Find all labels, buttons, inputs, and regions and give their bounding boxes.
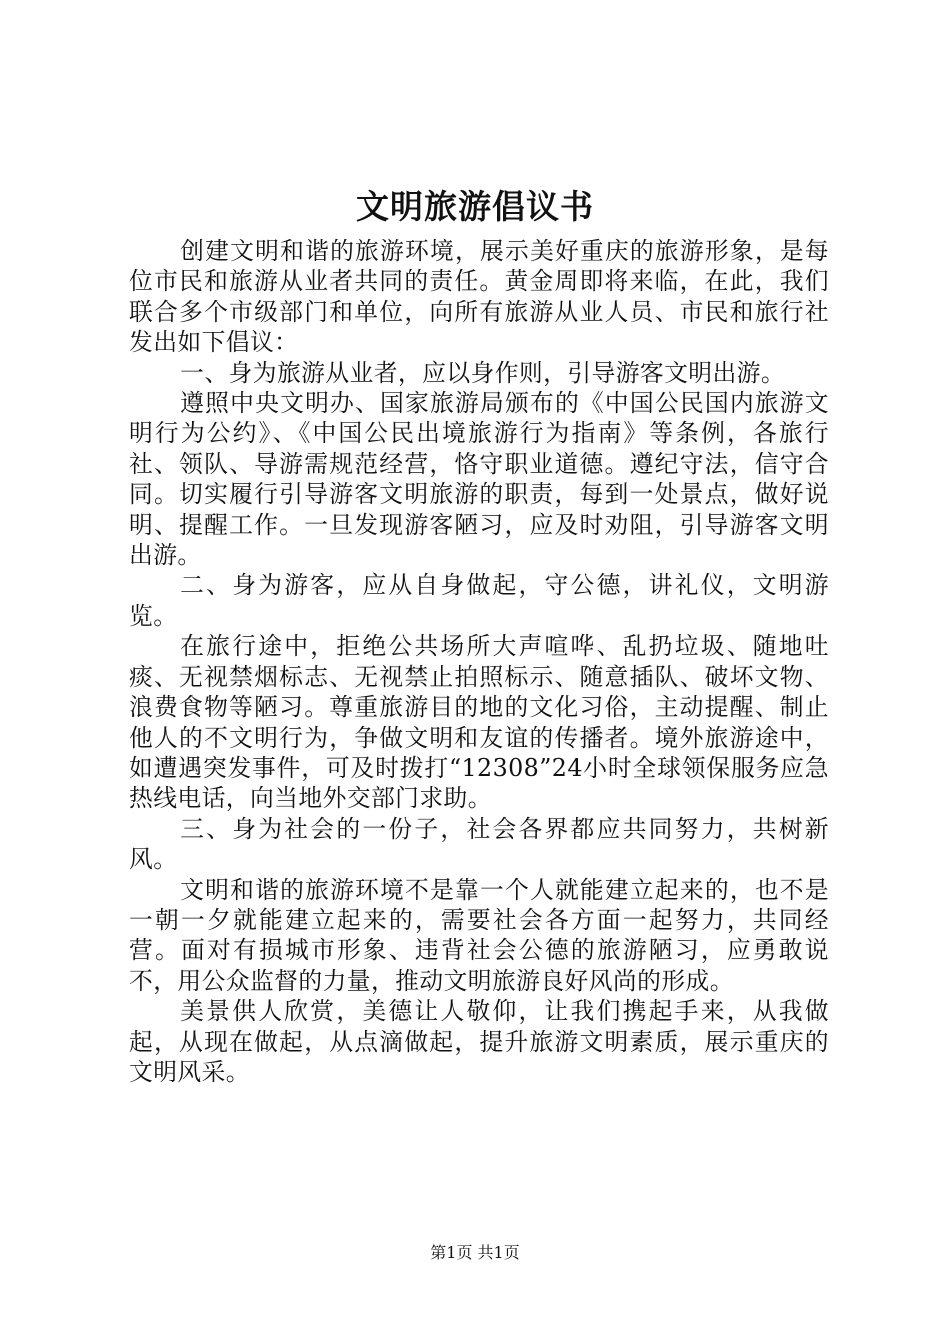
paragraph-heading-1: 一、身为旅游从业者，应以身作则，引导游客文明出游。 (180, 358, 786, 387)
document-title: 文明旅游倡议书 (356, 187, 594, 226)
paragraph-body-2: 在旅行途中，拒绝公共场所大声喧哗、乱扔垃圾、随地吐痰、无视禁烟标志、无视禁止拍照标示、随意插队、破坏文物、浪费食物等陋习。尊重旅游目的地的文化习俗，主动提醒、制止他人的不文明行为，争做文明和友谊的传播者。境外旅游途中，如遭遇突发事件，可及时拨打“12308”24小时全球领保服务应急热线电话，向当地外交部门求助。 (129, 632, 829, 813)
paragraph-heading-3: 三、身为社会的一份子，社会各界都应共同努力，共树新风。 (129, 814, 829, 874)
paragraph-body-3: 文明和谐的旅游环境不是靠一个人就能建立起来的，也不是一朝一夕就能建立起来的，需要社会各方面一起努力，共同经营。面对有损城市形象、违背社会公德的旅游陋习，应勇敢说不，用公众监督的力量，推动文明旅游良好风尚的形成。 (129, 875, 829, 995)
page-number-footer: 第1页 共1页 (430, 1243, 520, 1262)
paragraph-closing: 美景供人欣赏，美德让人敬仰，让我们携起手来，从我做起，从现在做起，从点滴做起，提升旅游文明素质，展示重庆的文明风采。 (129, 997, 829, 1086)
paragraph-intro: 创建文明和谐的旅游环境，展示美好重庆的旅游形象，是每位市民和旅游从业者共同的责任。黄金周即将来临，在此，我们联合多个市级部门和单位，向所有旅游从业人员、市民和旅行社发出如下倡议： (129, 237, 829, 357)
paragraph-heading-2: 二、身为游客，应从自身做起，守公德，讲礼仪，文明游览。 (129, 571, 829, 630)
paragraph-body-1: 遵照中央文明办、国家旅游局颁布的《中国公民国内旅游文明行为公约》、《中国公民出境旅游行为指南》等条例，各旅行社、领队、导游需规范经营，恪守职业道德。遵纪守法，信守合同。切实履行引导游客文明旅游的职责，每到一处景点，做好说明、提醒工作。一旦发现游客陋习，应及时劝阻，引导游客文明出游。 (129, 389, 829, 570)
document-body (129, 236, 829, 1087)
